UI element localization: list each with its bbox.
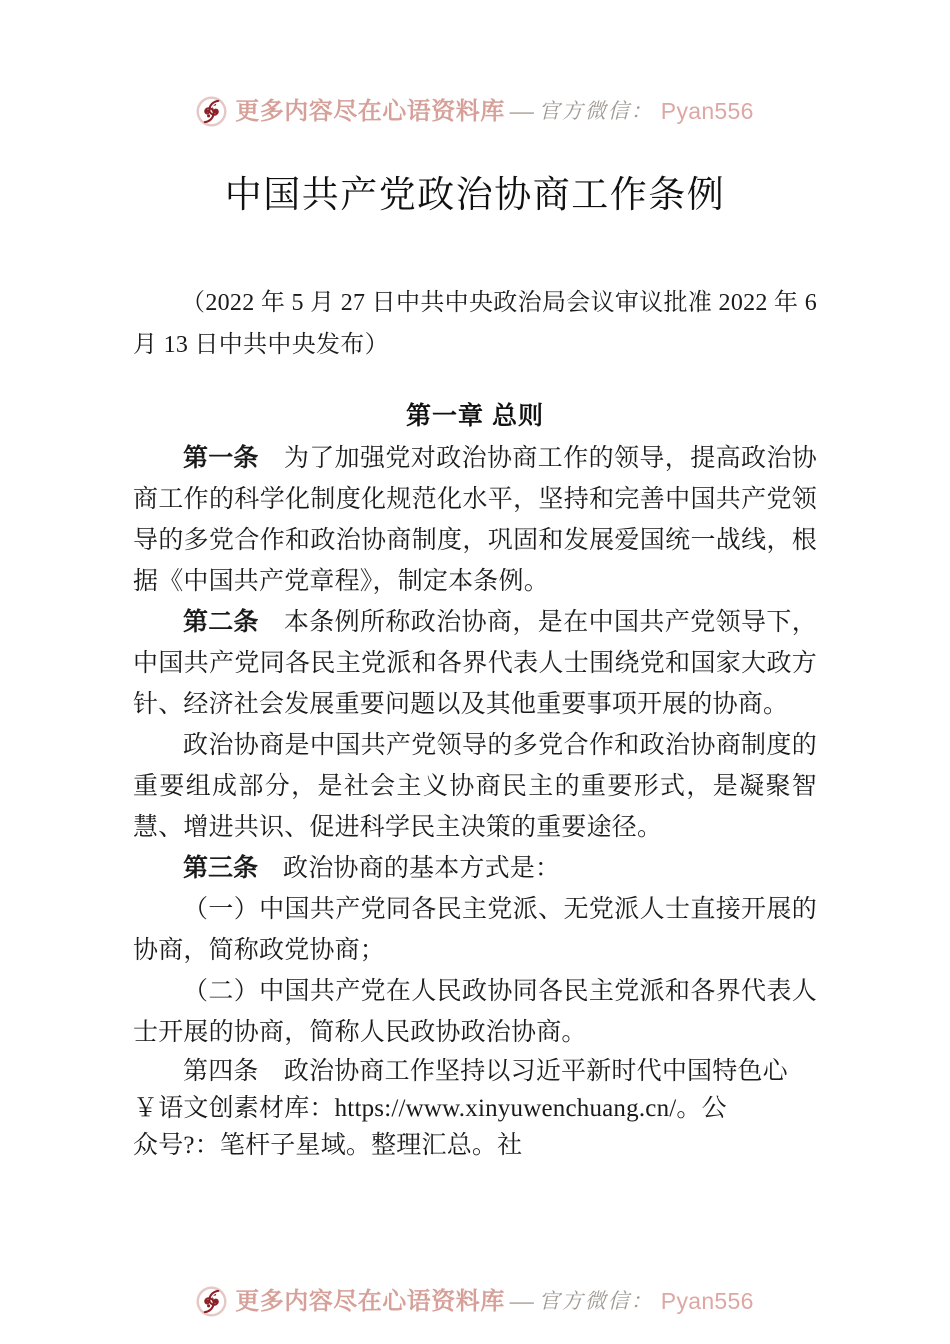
article-paragraph xyxy=(133,1053,817,1090)
article-paragraph xyxy=(133,848,817,889)
article-text: 政治协商工作坚持以习近平新时代中国特色心 xyxy=(283,1058,788,1086)
watermark-main-text: 更多内容尽在心语资料库 xyxy=(235,98,505,125)
document-subtitle: （2022 年 5 月 27 日中共中央政治局会议审议批准 2022 年 6 月 13 日中共中央发布） xyxy=(133,289,817,358)
article-label: 第四条 xyxy=(183,1058,284,1086)
article-label: 第二条 xyxy=(183,608,284,637)
watermark-main-text: 更多内容尽在心语资料库 xyxy=(235,1288,505,1315)
circular-swirl-logo-icon xyxy=(196,1286,227,1317)
article-list-item xyxy=(133,889,817,971)
watermark-wechat-code: Pyan556 xyxy=(660,1288,754,1314)
article-text: （二）中国共产党在人民政协同各民主党派和各界代表人士开展的协商，简称人民政协政治协商。 xyxy=(133,978,817,1047)
watermark-dash: — xyxy=(509,98,534,125)
watermark-sub-text: 官方微信： xyxy=(538,1289,654,1313)
trailing-promo-line: 众号?：笔杆子星域。整理汇总。社 xyxy=(133,1132,523,1160)
article-label: 第一条 xyxy=(183,444,284,473)
article-text: 本条例所称政治协商，是在中国共产党领导下，中国共产党同各民主党派和各界代表人士围绕党和国家大政方针、经济社会发展重要问题以及其他重要事项开展的协商。 xyxy=(133,609,817,719)
article-text: （一）中国共产党同各民主党派、无党派人士直接开展的协商，简称政党协商； xyxy=(133,896,817,965)
circular-swirl-logo-icon xyxy=(196,96,227,127)
watermark-dash: — xyxy=(509,1288,534,1315)
article-paragraph xyxy=(133,725,817,848)
watermark-wechat-code: Pyan556 xyxy=(660,98,754,124)
watermark-sub-text: 官方微信： xyxy=(538,99,654,123)
article-label: 第三条 xyxy=(183,854,284,883)
page-title: 中国共产党政治协商工作条例 xyxy=(224,175,726,216)
article-paragraph xyxy=(133,602,817,725)
article-list-item xyxy=(133,971,817,1053)
article-paragraph xyxy=(133,438,817,602)
footer-watermark xyxy=(0,1286,950,1317)
chapter-heading: 第一章 总则 xyxy=(406,401,544,430)
document-body xyxy=(133,170,817,1164)
trailing-promo-line: ￥语文创素材库：https://www.xinyuwenchuang.cn/。公 xyxy=(133,1095,727,1123)
header-watermark xyxy=(0,96,950,127)
article-text: 政治协商的基本方式是： xyxy=(283,855,561,883)
article-text: 政治协商是中国共产党领导的多党合作和政治协商制度的重要组成部分，是社会主义协商民主的重要形式，是凝聚智慧、增进共识、促进科学民主决策的重要途径。 xyxy=(133,732,817,842)
article-text: 为了加强党对政治协商工作的领导，提高政治协商工作的科学化制度化规范化水平，坚持和完善中国共产党领导的多党合作和政治协商制度，巩固和发展爱国统一战线，根据《中国共产党章程》，制定本条例。 xyxy=(133,445,817,596)
